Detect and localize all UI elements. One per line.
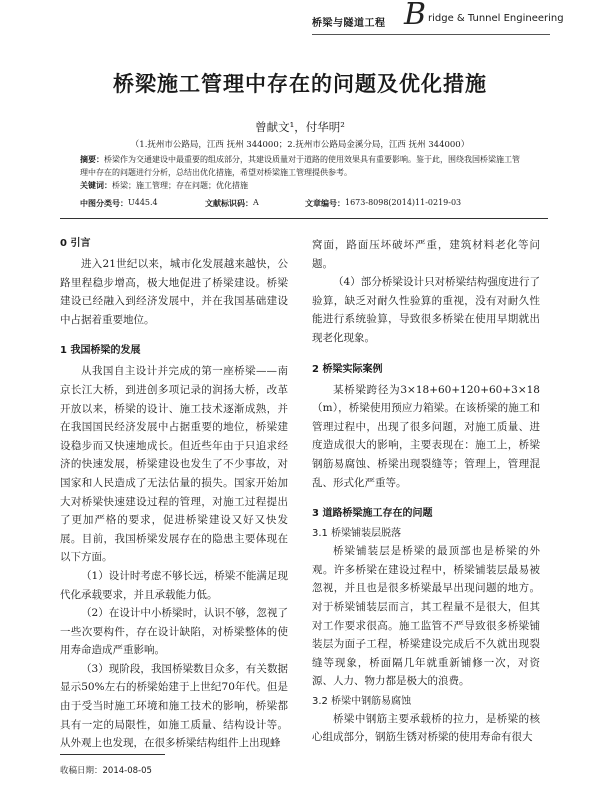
paragraph: 从我国自主设计并完成的第一座桥梁——南京长江大桥，到进创多项记录的润扬大桥，改革开放以来，桥梁的设计、施工技术逐渐成熟，并在我国国民经济发展中占据重要的地位，桥梁建设稳步而又快速地成长。但近些年由于只追求经济的快速发展，桥梁建设也发生了不少事故，对国家和人民造成了无法估量的损失。国家开始加大对桥梁快速建设过程的管理，对施工过程提出了更加严格的要求，促进桥梁建设又好又快发展。目前，我国桥梁发展存在的隐患主要体现在以下方面。 [60,365,288,564]
right-column [312,236,540,747]
running-header-logo-letter: B [404,0,427,32]
paragraph: 桥梁铺装层是桥梁的最顶部也是桥梁的外观。许多桥梁在建设过程中，桥梁铺装层最易被忽视，并且也是很多桥梁最早出现问题的地方。对于桥梁铺装层而言，其工程量不是很大，但其对工作要求很高。施工监管不严导致很多桥梁铺装层为面子工程，桥梁建设完成后不久就出现裂缝等现象，桥面隔几年就重新铺修一次，对资源、人力、物力都是极大的浪费。 [312,545,540,688]
authors: 曾献文¹，付华明² [255,120,345,134]
clc-label: 中图分类号： [80,198,128,208]
running-header-en: ridge & Tunnel Engineering [428,13,564,24]
paragraph: 桥梁中钢筋主要承载桥的拉力，是桥梁的核心组成部分，钢筋生锈对桥梁的使用寿命有很大 [312,712,540,744]
section-heading-0: 0 引言 [60,238,91,249]
paragraph-continued: 窝面，路面压坏破坏严重，建筑材料老化等问题。 [312,239,540,270]
affiliation: （1.抚州市公路局，江西 抚州 344000；2.抚州市公路局金溪分局，江西 抚州 344000） [130,140,470,150]
abstract-label: 摘要： [80,155,104,164]
section-heading-2: 2 桥梁实际案例 [312,363,383,375]
subsection-heading-3-1: 3.1 桥梁铺装层脱落 [312,528,402,540]
received-date-footnote: 收稿日期：2014-08-05 [60,766,152,776]
header-divider [312,34,550,35]
list-item: （4）部分桥梁设计只对桥梁结构强度进行了验算，缺乏对耐久性验算的重视，没有对耐久性能进行系统验算，导致很多桥梁在使用早期就出现老化现象。 [312,276,540,344]
abstract-text: 桥梁作为交通建设中最重要的组成部分，其建设质量对于道路的使用效果具有重要影响。鉴于此，围绕我国桥梁施工管理中存在的问题进行分析，总结出优化措施，希望对桥梁施工管理提供参考。 [80,155,520,177]
list-item: （3）现阶段，我国桥梁数目众多，有关数据显示50%左右的桥梁始建于上世纪70年代。但是由于受当时施工环境和施工技术的影响，桥梁都具有一定的局限性，如施工质量、结构设计等。从外观上也发现，在很多桥梁结构组件上出现蜂 [60,662,288,750]
abstract [80,154,520,179]
article-no-label: 文章编号： [305,198,345,208]
article-no-value: 1673-8098(2014)11-0219-03 [345,198,462,207]
running-header-cn: 桥梁与隧道工程 [312,18,386,29]
section-heading-3: 3 道路桥梁施工存在的问题 [312,508,433,520]
list-item: （1）设计时考虑不够长远，桥梁不能满足现代化承载要求，并且承载能力低。 [60,569,288,601]
doc-code-value: A [253,198,259,207]
footnote-divider [60,754,165,755]
clc-value: U445.4 [128,198,158,207]
keywords-text: 桥梁；施工管理；存在问题；优化措施 [112,181,248,190]
abstract-divider [60,218,548,219]
subsection-heading-3-2: 3.2 桥梁中钢筋易腐蚀 [312,695,412,707]
section-heading-1: 1 我国桥梁的发展 [60,345,141,357]
list-item: （2）在设计中小桥梁时，认识不够，忽视了一些次要构件，存在设计缺陷，对桥梁整体的使用寿命造成严重影响。 [60,607,288,657]
paragraph: 某桥梁跨径为3×18+60+120+60+3×18（m），桥梁使用预应力箱梁。在该桥梁的施工和管理过程中，出现了很多问题，对施工质量、进度造成很大的影响，主要表现在：施工上，桥梁钢筋易腐蚀、桥梁出现裂缝等；管理上，管理混乱、形式化严重等。 [312,383,540,489]
left-column [60,236,288,753]
paragraph: 进入21世纪以来，城市化发展越来越快，公路里程稳步增高，极大地促进了桥梁建设。桥梁建设已经融入到经济发展中，并在我国基础建设中占据着重要地位。 [60,258,288,326]
doc-code-label: 文献标识码： [205,198,253,208]
article-title: 桥梁施工管理中存在的问题及优化措施 [113,72,487,96]
keywords-label: 关键词： [80,181,112,190]
keywords [80,180,520,193]
